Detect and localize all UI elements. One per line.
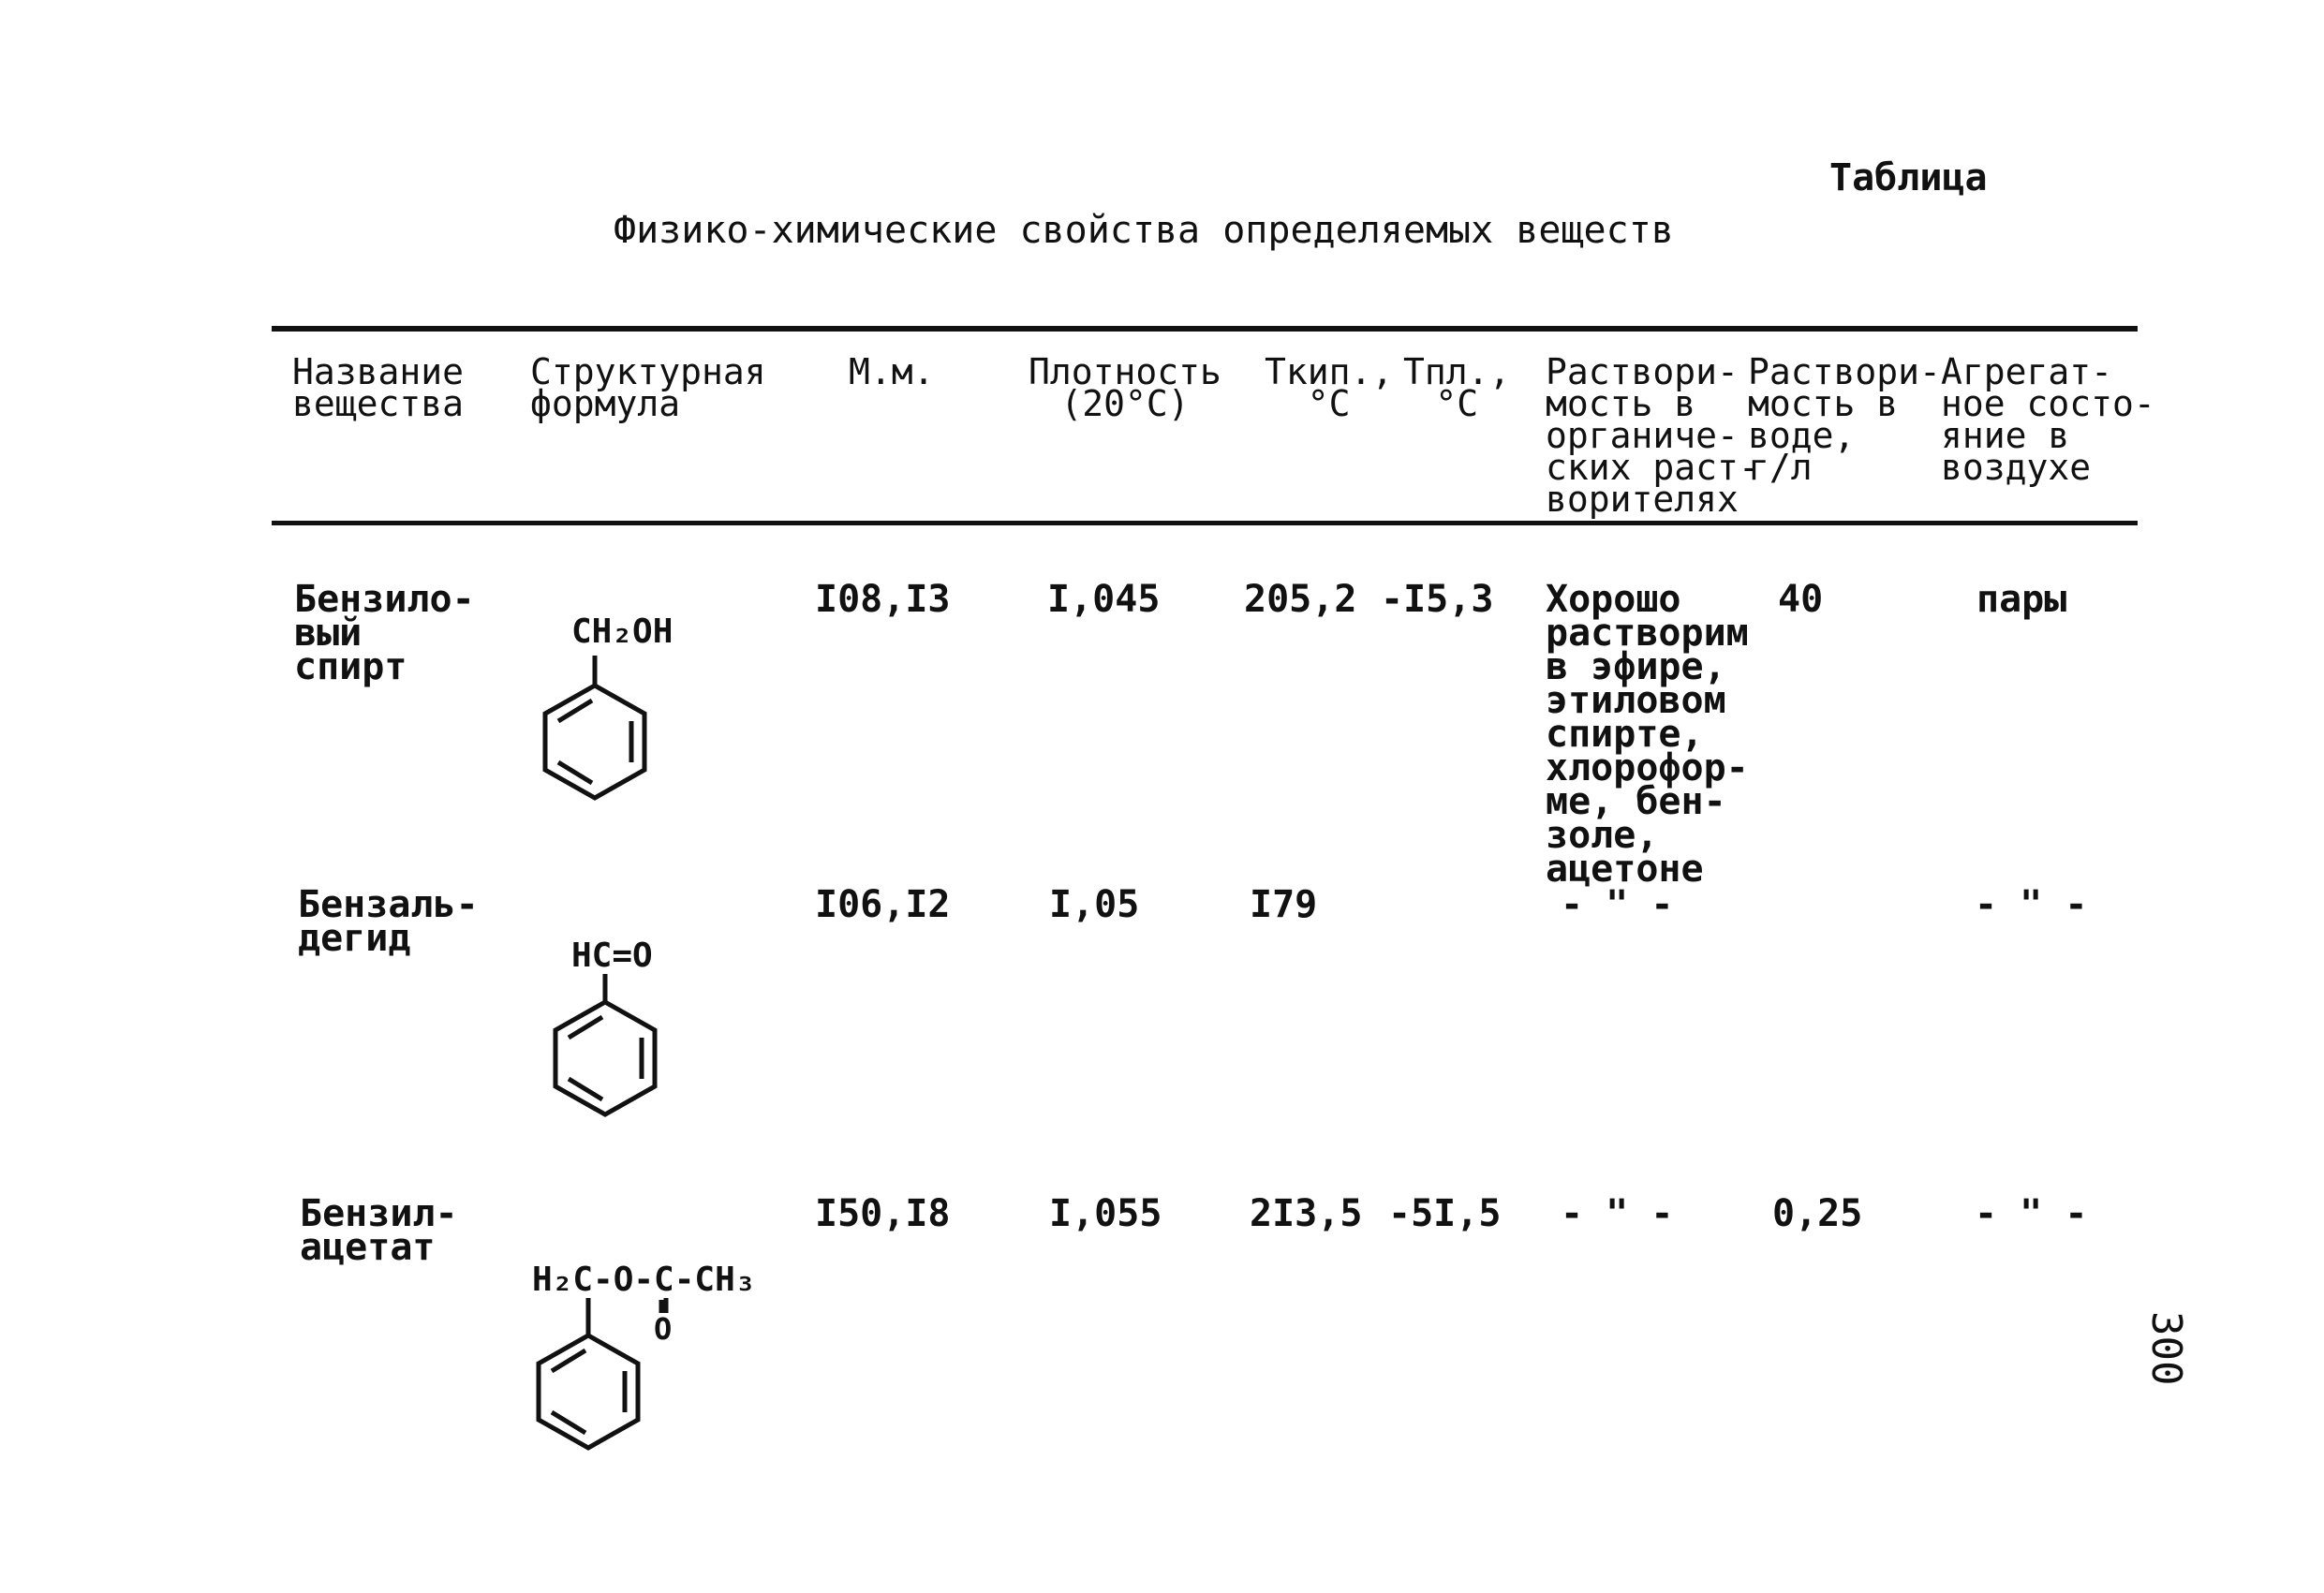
header-sol-org: Раствори- мость в органиче- ских раст- ворителях xyxy=(1546,351,1760,520)
header-rule xyxy=(272,521,2138,525)
row2-mw: I06,I2 xyxy=(815,883,951,926)
row3-tmelt: -5I,5 xyxy=(1388,1192,1502,1235)
header-name: Название вещества xyxy=(292,351,465,424)
row3-mw: I50,I8 xyxy=(815,1192,951,1235)
row2-tboil: I79 xyxy=(1250,883,1318,926)
row2-state: - " - xyxy=(1975,883,2088,926)
row1-tboil: 205,2 xyxy=(1244,578,1357,621)
top-rule xyxy=(272,326,2138,332)
header-formula: Структурная формула xyxy=(530,351,766,424)
row3-tboil: 2I3,5 xyxy=(1250,1192,1363,1235)
row2-structure xyxy=(532,927,719,1133)
row1-tmelt: -I5,3 xyxy=(1381,578,1494,621)
row1-structure xyxy=(525,599,712,805)
table-title: Физико-химические свойства определяемых веществ xyxy=(614,209,1674,252)
row3-sol-org: - " - xyxy=(1561,1192,1674,1235)
row1-group: CH₂OH xyxy=(571,612,674,651)
row2-density: I,05 xyxy=(1049,883,1140,926)
page-number: 300 xyxy=(2142,1311,2190,1386)
header-mw: М.м. xyxy=(849,351,935,392)
row1-sol-org: Хорошо растворим в эфире, этиловом спирте, хлорофор- ме, бен- золе, ацетоне xyxy=(1546,578,1749,891)
header-tboil: Ткип., °С xyxy=(1265,351,1394,424)
header-tmelt: Тпл., °С xyxy=(1403,351,1511,424)
header-sol-water: Раствори- мость в воде, г/л xyxy=(1748,351,1941,488)
header-state: Агрегат- ное состо- яние в воздухе xyxy=(1941,351,2155,488)
row3-sol-water: 0,25 xyxy=(1772,1192,1863,1235)
row3-state: - " - xyxy=(1975,1192,2088,1235)
header-density: Плотность (20°С) xyxy=(1029,351,1221,424)
table-label: Таблица xyxy=(1829,156,1988,199)
row3-name: Бензил- ацетат xyxy=(300,1192,458,1269)
row3-group: H₂C-O-C-CH₃ xyxy=(532,1261,756,1299)
row2-name: Бензаль- дегид xyxy=(298,883,479,960)
row1-state: пары xyxy=(1976,578,2067,621)
row1-sol-water: 40 xyxy=(1778,578,1824,621)
row2-group: HC=O xyxy=(571,937,653,975)
row1-name: Бензило- вый спирт xyxy=(294,578,475,688)
row3-carbonyl-o: O xyxy=(654,1311,673,1347)
row3-structure xyxy=(532,1246,832,1470)
row2-sol-org: - " - xyxy=(1561,883,1674,926)
row1-density: I,045 xyxy=(1047,578,1161,621)
row1-mw: I08,I3 xyxy=(815,578,951,621)
row3-density: I,055 xyxy=(1049,1192,1162,1235)
